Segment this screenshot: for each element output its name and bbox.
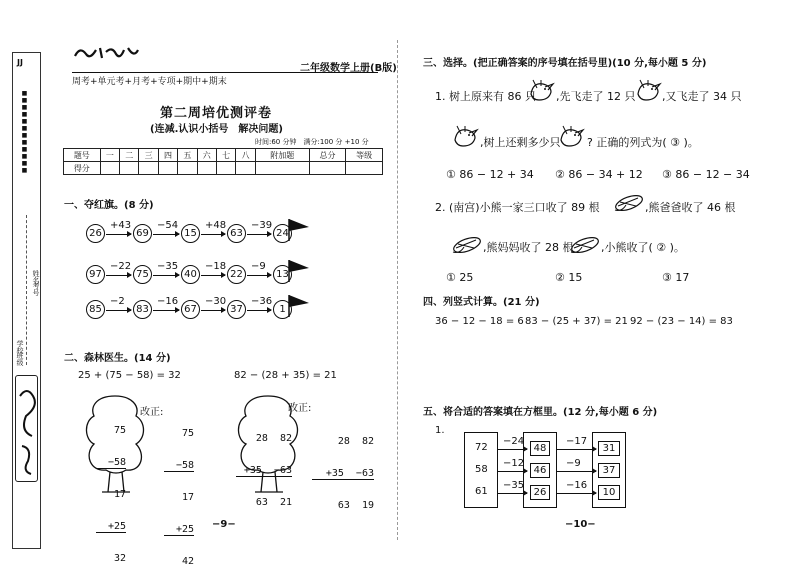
flag-op-label: −18 — [205, 261, 227, 272]
score-cell: 题号 — [64, 149, 101, 162]
flag-op-label: −22 — [110, 261, 132, 272]
section4-heading: 四、列竖式计算。(21 分) — [423, 297, 540, 308]
score-input-cell[interactable] — [178, 162, 197, 175]
calc-line: 63 21 — [255, 497, 292, 508]
problem1: 25 + (75 − 58) = 32 — [78, 370, 181, 381]
calc-line: 32 — [113, 553, 126, 564]
calc-line: 42 — [181, 556, 194, 567]
score-input-cell[interactable] — [120, 162, 139, 175]
q2-option-1[interactable]: ① 25 — [446, 271, 474, 284]
op2-label: −9 — [566, 458, 581, 469]
q1-option-3[interactable]: ③ 86 − 12 − 34 — [662, 168, 750, 181]
brand-logo — [72, 44, 142, 66]
score-input-cell[interactable] — [139, 162, 158, 175]
center-divider — [397, 40, 398, 540]
q1-option-2[interactable]: ② 86 − 34 + 12 — [555, 168, 643, 181]
calc-line: 75 — [113, 425, 126, 436]
fix2-calc — [312, 416, 374, 522]
op1-label: −35 — [503, 480, 525, 491]
flag-arrow — [201, 275, 225, 276]
flag-op-label: −30 — [205, 296, 227, 307]
q2-line1b: ,熊爸爸收了 46 根 — [645, 201, 736, 214]
score-cell: 一 — [100, 149, 119, 162]
tree1-calc — [96, 405, 126, 575]
tree2-calc — [236, 413, 292, 519]
margin-class-label: 班级 — [16, 352, 24, 366]
calc-line: +25 — [96, 522, 126, 534]
q1-line1b: ,先飞走了 12 只 — [556, 90, 636, 103]
flag-node: 83 — [133, 300, 152, 319]
section5-heading: 五、将合适的答案填在方框里。(12 分,每小题 6 分) — [423, 407, 658, 418]
mid-answer[interactable]: 46 — [530, 463, 550, 478]
q2-option-2[interactable]: ② 15 — [555, 271, 583, 284]
op1-label: −12 — [503, 458, 525, 469]
section3-heading: 三、选择。(把正确答案的序号填在括号里)(10 分,每小题 5 分) — [423, 58, 707, 69]
score-cell: 二 — [120, 149, 139, 162]
flag-node: 75 — [133, 265, 152, 284]
calc-line: +25 — [164, 525, 194, 537]
bird-icon — [634, 78, 662, 108]
flag-arrow — [247, 310, 271, 311]
score-input-cell[interactable] — [236, 162, 255, 175]
flag-node: 24 — [273, 224, 292, 243]
margin-code: JJ — [17, 58, 23, 67]
score-cell: 八 — [236, 149, 255, 162]
flag-node: 15 — [181, 224, 200, 243]
end-answer[interactable]: 31 — [598, 441, 620, 456]
score-input-cell[interactable] — [255, 162, 309, 175]
score-cell: 五 — [178, 149, 197, 162]
diagram-arrow — [556, 449, 596, 450]
corn-icon — [612, 192, 646, 218]
flag-op-label: −39 — [251, 220, 273, 231]
calc-line: +35 −63 — [312, 469, 374, 481]
brand-logo-vertical — [15, 375, 38, 482]
flag-op-label: −2 — [110, 296, 125, 307]
op1-label: −24 — [503, 436, 525, 447]
score-row-label: 得分 — [64, 162, 101, 175]
grade-header: 二年级数学上册(B版) — [300, 63, 397, 74]
flag-node: 67 — [181, 300, 200, 319]
flag-node: 69 — [133, 224, 152, 243]
q1-line1a: 1. 树上原来有 86 只 — [435, 90, 536, 103]
bird-icon — [527, 78, 555, 108]
flag-op-label: −54 — [157, 220, 179, 231]
flag-op-label: +43 — [110, 220, 132, 231]
score-input-cell[interactable] — [216, 162, 235, 175]
end-answer[interactable]: 10 — [598, 485, 620, 500]
score-input-cell[interactable] — [197, 162, 216, 175]
flag-op-label: +48 — [205, 220, 227, 231]
margin-school-label: 学校 — [16, 340, 24, 354]
diagram-arrow — [497, 493, 527, 494]
flag-op-label: −16 — [157, 296, 179, 307]
page-subtitle: (连减.认识小括号 解决问题) — [150, 124, 283, 135]
diagram-arrow — [497, 471, 527, 472]
section5-q-label: 1. — [435, 425, 445, 436]
score-cell: 三 — [139, 149, 158, 162]
flag-node: 22 — [227, 265, 246, 284]
diagram-arrow — [556, 471, 596, 472]
flag-op-label: −36 — [251, 296, 273, 307]
flag-node: 97 — [86, 265, 105, 284]
q2-line2a: ,熊妈妈收了 28 根 — [483, 241, 574, 254]
flag-node: 63 — [227, 224, 246, 243]
bird-icon — [451, 124, 479, 154]
score-table-score-row — [64, 162, 383, 175]
flag-arrow — [247, 234, 271, 235]
score-table — [63, 148, 383, 175]
flag-arrow — [153, 310, 179, 311]
start-value: 61 — [475, 486, 488, 497]
margin-name-label: 姓名 — [32, 270, 40, 284]
time-info: 时间:60 分钟 满分:100 分 +10 分 — [255, 138, 369, 146]
mid-answer[interactable]: 26 — [530, 485, 550, 500]
calc-line: +35 −63 — [236, 466, 292, 478]
score-input-cell[interactable] — [346, 162, 383, 175]
q2-line2b: ,小熊收了( ② )。 — [601, 241, 685, 254]
vertical-calc-item-2: 83 − (25 + 37) = 21 — [525, 316, 628, 327]
flag-node: 37 — [227, 300, 246, 319]
score-cell: 六 — [197, 149, 216, 162]
score-cell: 等级 — [346, 149, 383, 162]
q1-line1c: ,又飞走了 34 只 — [662, 90, 742, 103]
header-rule — [72, 72, 378, 73]
start-value: 58 — [475, 464, 488, 475]
diagram-arrow — [556, 493, 596, 494]
calc-line: 28 82 — [255, 433, 292, 444]
section2-heading: 二、森林医生。(14 分) — [64, 353, 171, 364]
calc-line: 75 — [181, 428, 194, 439]
diagram-arrow — [497, 449, 527, 450]
fix-label-2: 改正: — [288, 403, 312, 414]
flag-arrow — [201, 234, 225, 235]
page-title: 第二周培优测评卷 — [160, 106, 273, 121]
vertical-calc-item-1: 36 − 12 − 18 = 6 — [435, 316, 524, 327]
flag-node: 1 — [273, 300, 292, 319]
q2-option-3[interactable]: ③ 17 — [662, 271, 690, 284]
calc-line: 28 82 — [337, 436, 374, 447]
brand-logo-icon — [72, 44, 142, 62]
fix1-calc — [164, 408, 194, 578]
score-cell: 总分 — [309, 149, 346, 162]
margin-dashed-line — [26, 215, 27, 365]
flag-op-label: −9 — [251, 261, 266, 272]
section1-heading: 一、夺红旗。(8 分) — [64, 200, 154, 211]
score-input-cell[interactable] — [100, 162, 119, 175]
corn-icon — [568, 234, 602, 260]
corn-icon — [450, 234, 484, 260]
score-input-cell[interactable] — [158, 162, 177, 175]
problem2: 82 − (28 + 35) = 21 — [234, 370, 337, 381]
op2-label: −17 — [566, 436, 588, 447]
bird-icon — [557, 124, 585, 154]
q1-line2a: ,树上还剩多少只 — [480, 136, 561, 149]
brand-logo-icon — [16, 376, 37, 481]
score-cell: 四 — [158, 149, 177, 162]
score-input-cell[interactable] — [309, 162, 346, 175]
calc-line: 17 — [113, 489, 126, 500]
end-answer[interactable]: 37 — [598, 463, 620, 478]
flag-arrow — [106, 234, 131, 235]
flag-arrow — [106, 310, 131, 311]
page-number-right: −10− — [565, 519, 596, 530]
op2-label: −16 — [566, 480, 588, 491]
q1-option-1[interactable]: ① 86 − 12 + 34 — [446, 168, 534, 181]
page-number-left: −9− — [212, 519, 236, 530]
calc-line: 17 — [181, 492, 194, 503]
flag-op-label: −35 — [157, 261, 179, 272]
calc-line: −58 — [164, 461, 194, 473]
score-cell: 附加题 — [255, 149, 309, 162]
vertical-calc-item-3: 92 − (23 − 14) = 83 — [630, 316, 733, 327]
score-table-header-row — [64, 149, 383, 162]
start-value: 72 — [475, 442, 488, 453]
flag-arrow — [153, 275, 179, 276]
margin-id-label: 考号 — [32, 282, 40, 296]
mid-answer[interactable]: 48 — [530, 441, 550, 456]
flag-arrow — [106, 275, 131, 276]
q1-line2b: ? 正确的列式为( ③ )。 — [587, 136, 699, 149]
margin-notice-text: ■■■■■■■■■■■■ — [21, 90, 28, 174]
score-cell: 七 — [216, 149, 235, 162]
flag-node: 40 — [181, 265, 200, 284]
flag-node: 13 — [273, 265, 292, 284]
calc-line: −58 — [96, 458, 126, 470]
flag-arrow — [247, 275, 271, 276]
flag-arrow — [201, 310, 225, 311]
fix-label-1: 改正: — [140, 407, 164, 418]
series-line: 周考+单元考+月考+专项+期中+期末 — [72, 77, 227, 87]
flag-node: 85 — [86, 300, 105, 319]
calc-line: 63 19 — [337, 500, 374, 511]
flag-arrow — [153, 234, 179, 235]
flag-node: 26 — [86, 224, 105, 243]
q2-line1a: 2. (南宫)小熊一家三口收了 89 根 — [435, 201, 600, 214]
